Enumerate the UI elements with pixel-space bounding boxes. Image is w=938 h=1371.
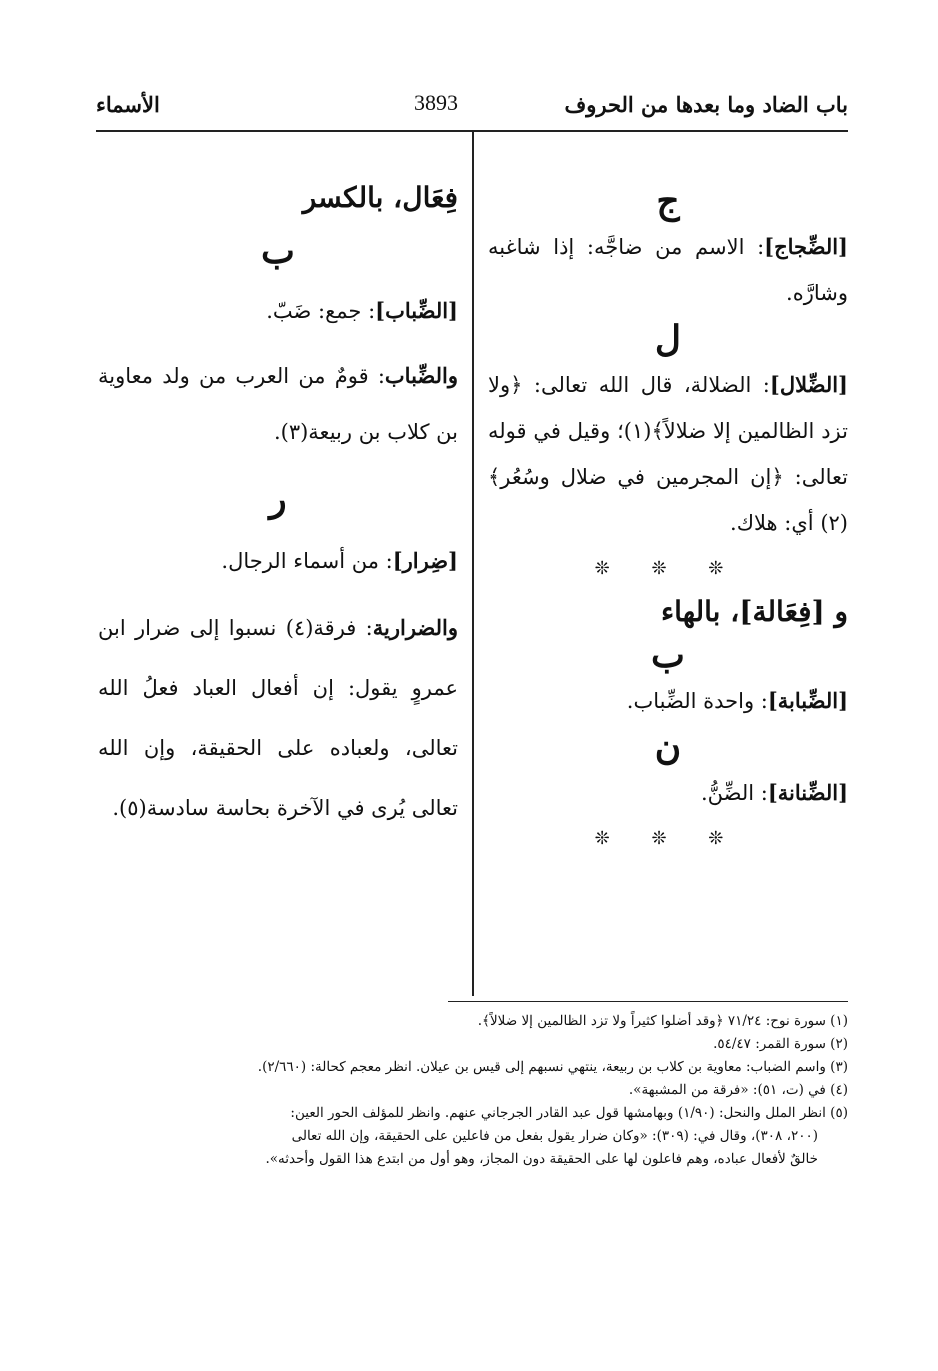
letter-heading-ba: ب — [651, 634, 685, 676]
entry-definition: : الاسم من ضاجَّه: إذا شاغبه وشارَّه. — [488, 235, 848, 305]
entry-definition: : الضلالة، قال الله تعالى: ﴿ولا تزد الظالمين إلا ضلالاً﴾(١)؛ وقيل في قوله تعالى: ﴿إن المجرمين في ضلال وسُعُر﴾(٢) أي: هلاك. — [488, 373, 848, 535]
footnote-5: (٥) انظر الملل والنحل: (١/٩٠) وبهامشها قول عبد القادر الجرجاني عنهم. وانظر للمؤلف الحور العين: — [290, 1105, 848, 1121]
entry-definition: : قومٌ من العرب من ولد معاوية بن كلاب بن ربيعة(٣). — [98, 364, 458, 444]
footnote-2: (٢) سورة القمر: ٥٤/٤٧. — [713, 1036, 848, 1052]
entry-definition: : جمع: ضَبّ. — [266, 299, 376, 323]
letter-heading-nun: ن — [654, 726, 682, 768]
footnote-rule — [448, 1001, 848, 1002]
entry-dinana — [488, 770, 848, 816]
page-number: 3893 — [414, 90, 458, 115]
letter-heading-jim: ج — [656, 180, 680, 222]
entry-definition: : الضِّنُّ. — [700, 781, 768, 805]
column-divider — [472, 132, 474, 996]
entry-dirariya — [98, 598, 458, 838]
footnote-5-continued: (٢٠٠، ٣٠٨)، وقال في: (٣٠٩): «وكان ضرار يقول بفعل من فاعلين على الحقيقة، وإن الله تعالى — [291, 1128, 818, 1144]
footnote-4: (٤) في (ت، ٥١): «فرقة من المشبهة». — [628, 1082, 848, 1098]
letter-heading-ra: ر — [269, 478, 287, 520]
section-separator: ❊ ❊ ❊ — [594, 828, 742, 849]
entry-term: والضِّباب — [384, 363, 458, 388]
entry-dibab-tribe — [98, 348, 458, 460]
entry-term: [الضِّلال] — [769, 372, 848, 397]
page-header — [96, 86, 848, 126]
entry-term: [الضِّنانة] — [767, 780, 848, 805]
entry-dibab — [98, 288, 458, 334]
footnote-3: (٣) واسم الضباب: معاوية بن كلاب بن ربيعة، ينتهي نسبهم إلى قيس بن عيلان. انظر معجم كحالة: (٢/٦٦٠). — [257, 1059, 848, 1075]
section-heading: فِعَال، بالكسر — [302, 181, 458, 214]
chapter-title: باب الضاد وما بعدها من الحروف — [564, 92, 848, 117]
entry-term: [الضِّبابة] — [767, 688, 848, 713]
section-heading: و [فِعَالة]، بالهاء — [661, 595, 848, 628]
left-column — [98, 178, 458, 838]
letter-heading-lam: ل — [654, 318, 682, 360]
footnote-1: (١) سورة نوح: ٧١/٢٤ ﴿وقد أضلوا كثيراً ولا تزد الظالمين إلا ضلالاً﴾. — [477, 1013, 848, 1029]
section-separator: ❊ ❊ ❊ — [594, 558, 742, 579]
entry-term: [الضِّباب] — [375, 298, 458, 323]
entry-dijaj — [488, 224, 848, 316]
entry-term: [ضِرار] — [392, 548, 458, 573]
entry-definition: : من أسماء الرجال. — [221, 549, 393, 573]
entry-dibaba — [488, 678, 848, 724]
letter-heading-ba: ب — [261, 230, 295, 272]
right-column — [488, 178, 848, 862]
entry-definition: : واحدة الضِّباب. — [626, 689, 768, 713]
entry-dilal — [488, 362, 848, 546]
entry-dirar — [98, 538, 458, 584]
section-title: الأسماء — [96, 92, 160, 117]
entry-definition: : فرقة(٤) نسبوا إلى ضرار ابن عمروٍ يقول: إن أفعال العباد فعلُ الله تعالى، ولعباده على الحقيقة، وإن الله تعالى يُرى في الآخرة بحاسة سادسة(٥). — [98, 616, 458, 820]
entry-term: والضرارية — [372, 615, 458, 640]
footnote-5-continued: خالقٌ لأفعال عباده، وهم فاعلون لها على الحقيقة دون المجاز، وهو أول من ابتدع هذا القول وأحدثه». — [265, 1151, 818, 1167]
entry-term: [الضِّجاج] — [764, 234, 848, 259]
footnotes — [96, 1010, 848, 1171]
